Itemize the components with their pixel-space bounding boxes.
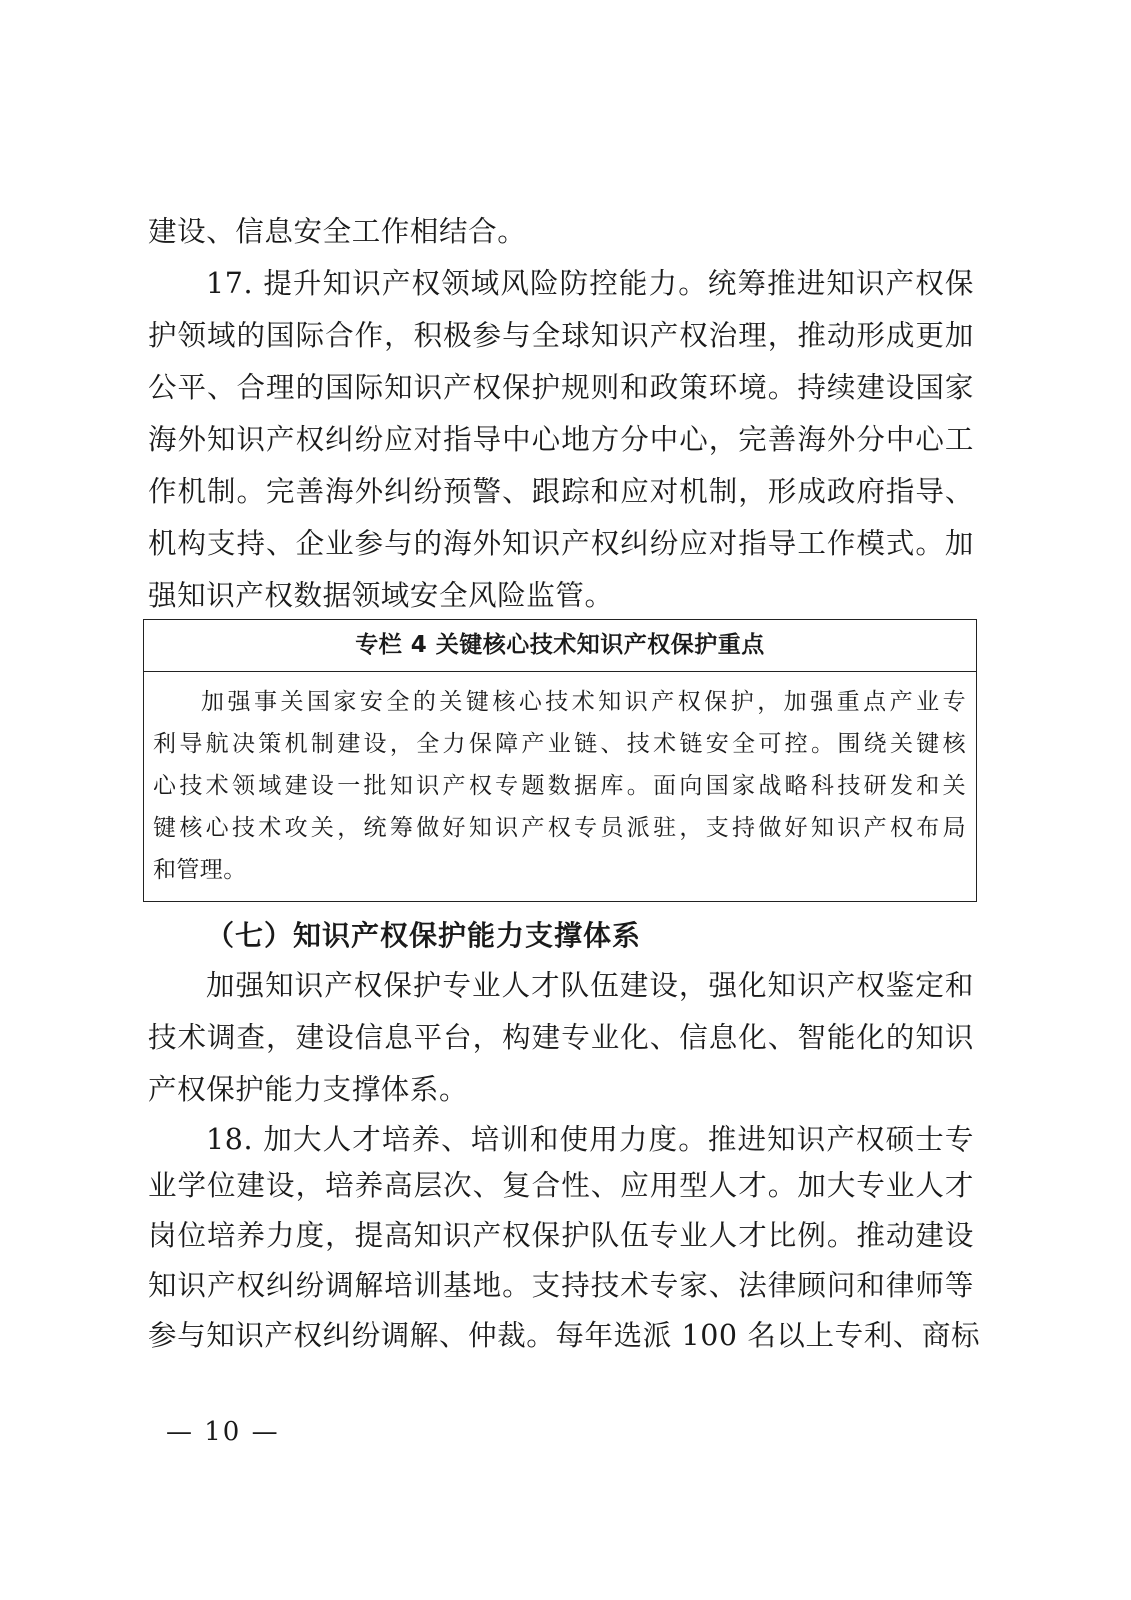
column-box-line: 和管理。: [153, 857, 247, 883]
section-7-line: 加强知识产权保护专业人才队伍建设，强化知识产权鉴定和: [206, 969, 974, 1002]
section-7-line: 技术调查，建设信息平台，构建专业化、信息化、智能化的知识: [148, 1021, 974, 1054]
column-box: [143, 619, 977, 902]
paragraph-17-line: 机构支持、企业参与的海外知识产权纠纷应对指导工作模式。加: [148, 527, 974, 560]
column-box-title-row: [144, 620, 976, 672]
paragraph-17-line: 17. 提升知识产权领域风险防控能力。统筹推进知识产权保: [206, 267, 974, 300]
paragraph-18-line: 岗位培养力度，提高知识产权保护队伍专业人才比例。推动建设: [148, 1219, 974, 1252]
paragraph-17-line: 海外知识产权纠纷应对指导中心地方分中心，完善海外分中心工: [148, 423, 974, 456]
section-heading: （七）知识产权保护能力支撑体系: [206, 919, 642, 952]
column-box-line: 加强事关国家安全的关键核心技术知识产权保护，加强重点产业专: [201, 689, 966, 715]
paragraph-continuation-line: 建设、信息安全工作相结合。: [148, 215, 527, 248]
paragraph-17-line: 护领域的国际合作，积极参与全球知识产权治理，推动形成更加: [148, 319, 974, 352]
paragraph-17-line: 强知识产权数据领域安全风险监管。: [148, 579, 614, 612]
paragraph-17-line: 公平、合理的国际知识产权保护规则和政策环境。持续建设国家: [148, 371, 974, 404]
column-box-line: 心技术领域建设一批知识产权专题数据库。面向国家战略科技研发和关: [153, 773, 966, 799]
page-number: — 10 —: [166, 1417, 280, 1447]
column-box-line: 键核心技术攻关，统筹做好知识产权专员派驻，支持做好知识产权布局: [153, 815, 966, 841]
paragraph-18-line: 参与知识产权纠纷调解、仲裁。每年选派 100 名以上专利、商标: [148, 1319, 981, 1352]
paragraph-18-line: 18. 加大人才培养、培训和使用力度。推进知识产权硕士专: [206, 1123, 974, 1156]
paragraph-17-line: 作机制。完善海外纠纷预警、跟踪和应对机制，形成政府指导、: [148, 475, 974, 508]
section-7-line: 产权保护能力支撑体系。: [148, 1073, 469, 1106]
column-box-line: 利导航决策机制建设，全力保障产业链、技术链安全可控。围绕关键核: [153, 731, 966, 757]
paragraph-18-line: 业学位建设，培养高层次、复合性、应用型人才。加大专业人才: [148, 1169, 974, 1202]
paragraph-18-line: 知识产权纠纷调解培训基地。支持技术专家、法律顾问和律师等: [148, 1269, 974, 1302]
column-box-title: 专栏 4 关键核心技术知识产权保护重点: [355, 632, 765, 658]
